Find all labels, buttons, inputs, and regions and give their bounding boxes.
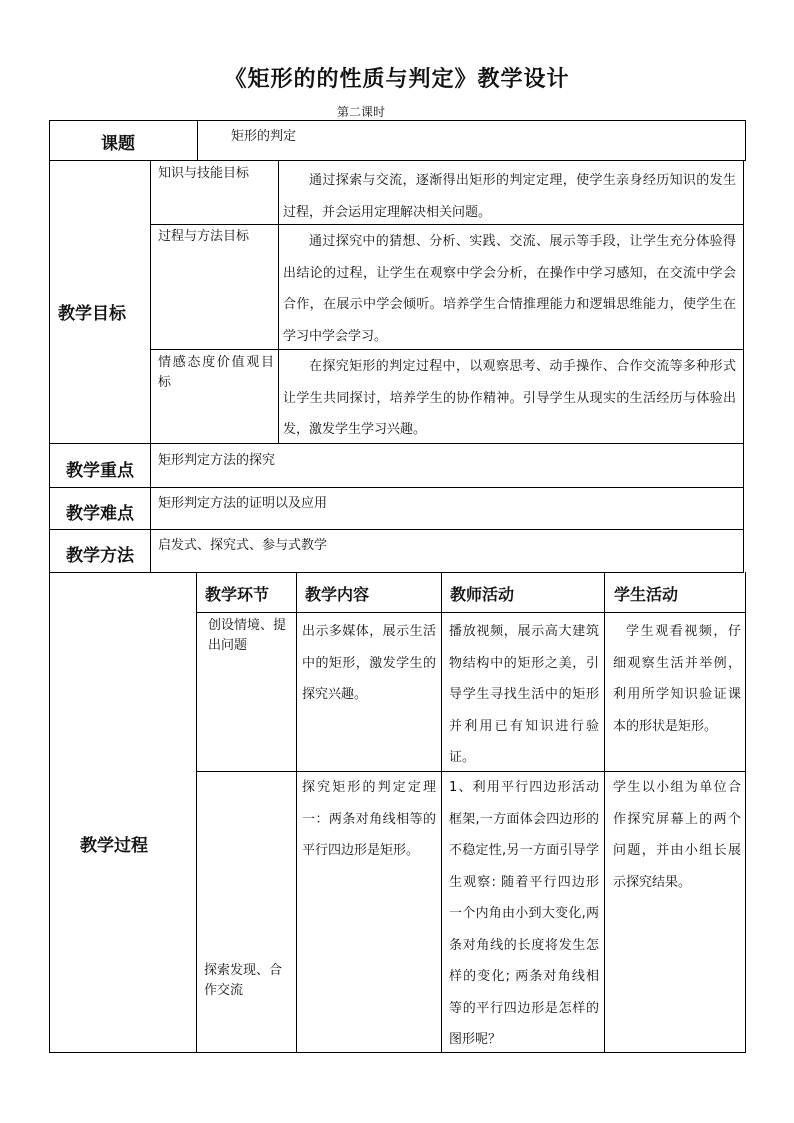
table-row-2-stage: 探索发现、合作交流: [204, 963, 283, 998]
difficulty-label: 教学难点: [66, 504, 134, 524]
key-point-value: 矩形判定方法的探究: [158, 453, 276, 468]
objective-name-process: 过程与方法目标: [158, 229, 250, 244]
objective-text-knowledge: 通过探索与交流，逐渐得出矩形的判定定理，使学生亲身经历知识的发生过程，并会运用定理解决相关问题。: [283, 173, 736, 220]
header-stage: 教学环节: [205, 585, 270, 604]
method-value: 启发式、探究式、参与式教学: [158, 538, 328, 553]
objective-name-knowledge: 知识与技能目标: [158, 166, 250, 181]
table-row-2-teacher: 1、利用平行四边形活动框架,一方面体会四边形的不稳定性,另一方面引导学生观察: 随着平行四边形一个内角由小到大变化,两条对角线的长度将发生怎样的变化; 两条对角线相等的平行四边形是怎样的图形呢？: [449, 780, 599, 1047]
process-label: 教学过程: [80, 836, 148, 856]
document-title: 《矩形的的性质与判定》教学设计: [224, 66, 570, 92]
method-label: 教学方法: [66, 546, 134, 566]
table-row-1-stage: 创设情境、提出问题: [208, 618, 287, 653]
header-student: 学生活动: [614, 585, 679, 604]
objective-text-process: 通过探究中的猜想、分析、实践、交流、展示等手段，让学生充分体验得出结论的过程，让学生在观察中学会分析，在操作中学习感知，在交流中学会合作，在展示中学会倾听。培养学生合情推理能力和逻辑思维能力，使学生在学习中学会学习。: [283, 234, 736, 344]
table-row-1-content: 出示多媒体，展示生活中的矩形，激发学生的探究兴趣。: [302, 624, 436, 702]
header-teacher: 教师活动: [450, 585, 515, 604]
topic-value: 矩形的判定: [231, 129, 297, 144]
table-row-1-student: 学生观看视频，仔细观察生活并举例，利用所学知识验证课本的形状是矩形。: [613, 624, 741, 734]
key-point-label: 教学重点: [66, 461, 134, 481]
topic-label: 课题: [101, 134, 135, 154]
table-row-2-content: 探究矩形的判定定理一：两条对角线相等的平行四边形是矩形。: [302, 780, 436, 858]
objective-name-emotion: 情感态度价值观目标: [158, 355, 274, 390]
objective-text-emotion: 在探究矩形的判定过程中，以观察思考、动手操作、合作交流等多种形式让学生共同探讨，培养学生的协作精神。引导学生从现实的生活经历与体验出发，激发学生学习兴趣。: [283, 359, 736, 437]
difficulty-value: 矩形判定方法的证明以及应用: [158, 496, 328, 511]
document-subtitle: 第二课时: [337, 105, 386, 119]
header-content: 教学内容: [305, 585, 370, 604]
table-row-2-student: 学生以小组为单位合作探究屏幕上的两个问题，并由小组长展示探究结果。: [613, 780, 741, 890]
objectives-label: 教学目标: [58, 304, 126, 324]
table-row-1-teacher: 播放视频，展示高大建筑物结构中的矩形之美，引导学生寻找生活中的矩形并利用已有知识进行验证。: [449, 624, 599, 765]
